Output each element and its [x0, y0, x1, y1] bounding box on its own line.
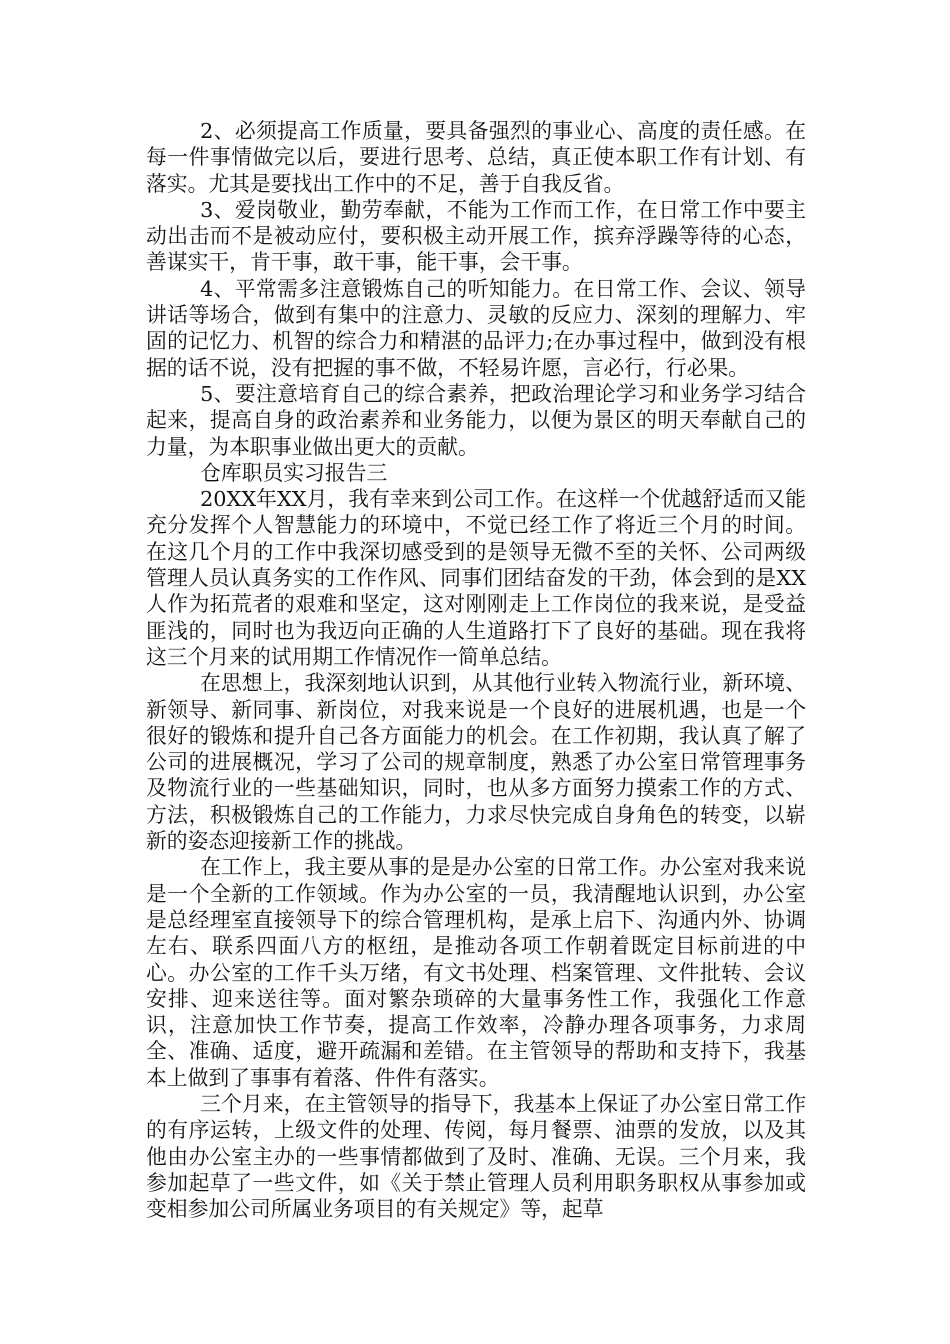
paragraph-work: 在工作上，我主要从事的是是办公室的日常工作。办公室对我来说是一个全新的工作领域。作为办公室的一员，我清醒地认识到，办公室是总经理室直接领导下的综合管理机构，是承上启下、沟通内外、协调左右、联系四面八方的枢纽，是推动各项工作朝着既定目标前进的中心。办公室的工作千头万绪，有文书处理、档案管理、文件批转、会议安排、迎来送往等。面对繁杂琐碎的大量事务性工作，我强化工作意识，注意加快工作节奏，提高工作效率，冷静办理各项事务，力求周全、准确、适度，避开疏漏和差错。在主管领导的帮助和支持下，我基本上做到了事事有着落、件件有落实。 [146, 855, 806, 1090]
paragraph-summary: 三个月来，在主管领导的指导下，我基本上保证了办公室日常工作的有序运转，上级文件的处理、传阅，每月餐票、油票的发放，以及其他由办公室主办的一些事情都做到了及时、准确、无误。三个月来，我参加起草了一些文件，如《关于禁止管理人员利用职务职权从事参加或变相参加公司所属业务项目的有关规定》等，起草 [146, 1091, 806, 1222]
paragraph-item-3: 3、爱岗敬业，勤劳奉献，不能为工作而工作，在日常工作中要主动出击而不是被动应付，要积极主动开展工作，摈弃浮躁等待的心态，善谋实干，肯干事，敢干事，能干事，会干事。 [146, 197, 806, 275]
section-heading: 仓库职员实习报告三 [200, 460, 388, 485]
paragraph-item-4: 4、平常需多注意锻炼自己的听知能力。在日常工作、会议、领导讲话等场合，做到有集中的注意力、灵敏的反应力、深刻的理解力、牢固的记忆力、机智的综合力和精湛的品评力;在办事过程中，做到没有根据的话不说，没有把握的事不做，不轻易许愿，言必行，行必果。 [146, 276, 806, 380]
document-body [146, 118, 806, 1222]
paragraph-item-5: 5、要注意培育自己的综合素养，把政治理论学习和业务学习结合起来，提高自身的政治素养和业务能力，以便为景区的明天奉献自己的力量，为本职事业做出更大的贡献。 [146, 381, 806, 459]
paragraph-intro: 20XX年XX月，我有幸来到公司工作。在这样一个优越舒适而又能充分发挥个人智慧能力的环境中，不觉已经工作了将近三个月的时间。在这几个月的工作中我深切感受到的是领导无微不至的关怀、公司两级管理人员认真务实的工作作风、同事们团结奋发的干劲，体会到的是XX人作为拓荒者的艰难和坚定，这对刚刚走上工作岗位的我来说，是受益匪浅的，同时也为我迈向正确的人生道路打下了良好的基础。现在我将这三个月来的试用期工作情况作一简单总结。 [146, 487, 806, 669]
paragraph-item-2: 2、必须提高工作质量，要具备强烈的事业心、高度的责任感。在每一件事情做完以后，要进行思考、总结，真正使本职工作有计划、有落实。尤其是要找出工作中的不足，善于自我反省。 [146, 119, 806, 196]
paragraph-thought: 在思想上，我深刻地认识到，从其他行业转入物流行业，新环境、新领导、新同事、新岗位，对我来说是一个良好的进展机遇，也是一个很好的锻炼和提升自己各方面能力的机会。在工作初期，我认真了解了公司的进展概况，学习了公司的规章制度，熟悉了办公室日常管理事务及物流行业的一些基础知识，同时，也从多方面努力摸索工作的方式、方法，积极锻炼自己的工作能力，力求尽快完成自身角色的转变，以崭新的姿态迎接新工作的挑战。 [146, 671, 806, 854]
